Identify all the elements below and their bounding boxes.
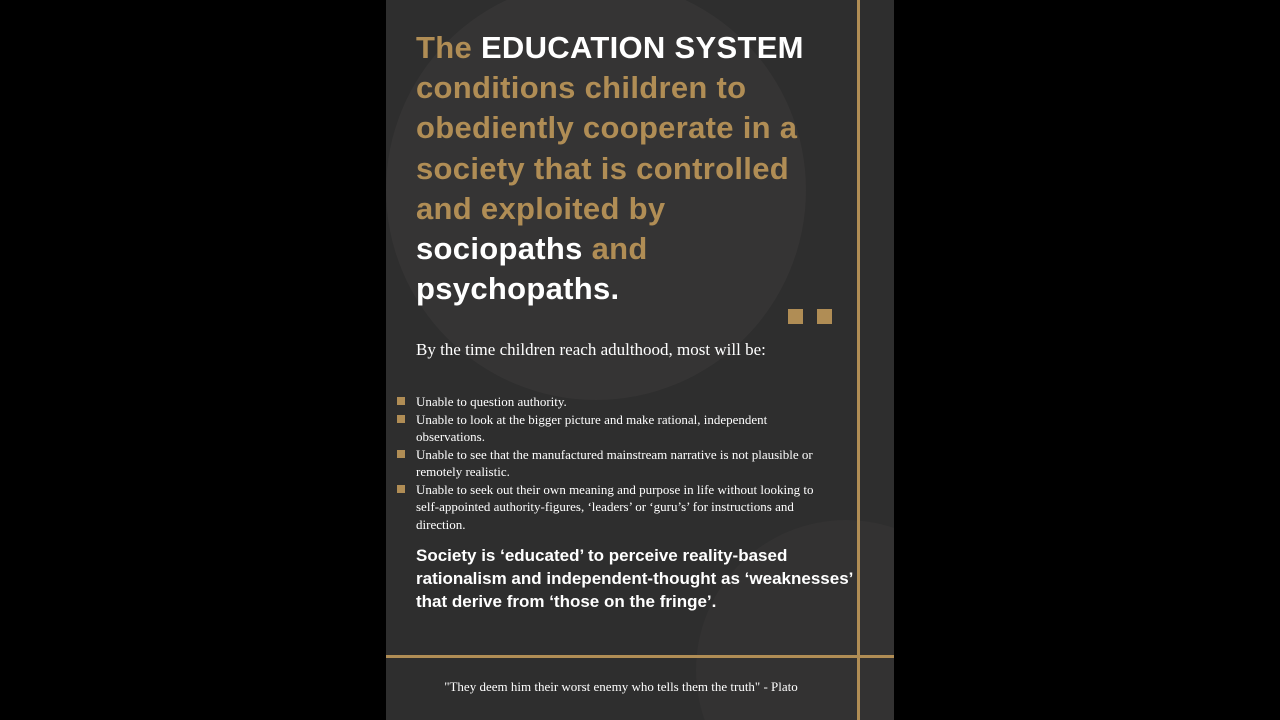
square-icon xyxy=(788,309,803,324)
headline xyxy=(416,28,836,309)
square-icon xyxy=(817,309,832,324)
list-item-text: Unable to seek out their own meaning and purpose in life without looking to self-appointed authority-figures, ‘leaders’ or ‘guru’s’ for instructions and direction. xyxy=(416,481,814,532)
list-item xyxy=(396,481,816,534)
intro-text: By the time children reach adulthood, most will be: xyxy=(416,340,766,359)
list-item-text: Unable to see that the manufactured mainstream narrative is not plausible or remotely realistic. xyxy=(416,446,813,479)
gold-vertical-rule xyxy=(857,0,860,720)
poster xyxy=(386,0,894,720)
headline-gold-text: and xyxy=(582,231,648,267)
headline-gold-text: conditions children to obediently cooperate in a society that is controlled and exploited by xyxy=(416,70,798,226)
list-item xyxy=(396,446,816,481)
list-item-text: Unable to question authority. xyxy=(416,394,567,409)
gold-horizontal-rule xyxy=(386,655,894,658)
square-bullet-icon xyxy=(397,485,405,493)
list-item xyxy=(396,411,816,446)
square-bullet-icon xyxy=(397,415,405,423)
list-item-text: Unable to look at the bigger picture and make rational, independent observations. xyxy=(416,411,768,444)
list-item xyxy=(396,393,816,411)
headline-white-text: psychopaths. xyxy=(416,271,620,307)
closing-statement: Society is ‘educated’ to perceive reality-based rationalism and independent-thought as ‘weaknesses’ that derive from ‘those on the fringe’. xyxy=(416,546,853,611)
bullet-list xyxy=(396,393,816,533)
headline-gold-text: The xyxy=(416,30,481,65)
headline-white-text: sociopaths xyxy=(416,231,583,267)
square-bullet-icon xyxy=(397,397,405,405)
plato-quote: "They deem him their worst enemy who tells them the truth" - Plato xyxy=(444,679,798,694)
headline-white-text: EDUCATION SYSTEM xyxy=(480,30,804,65)
square-bullet-icon xyxy=(397,450,405,458)
